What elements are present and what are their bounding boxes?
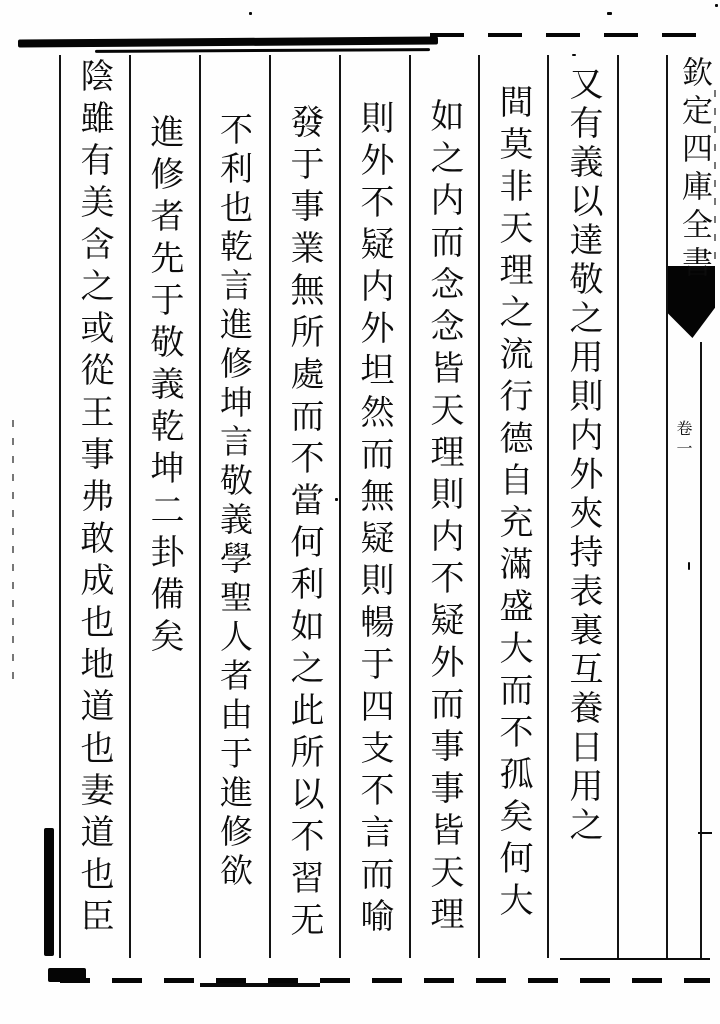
scan-speck [249, 12, 252, 15]
text-column: 陰雖有美含之或從王事弗敢成也地道也妻道也臣 [74, 58, 114, 940]
scan-speck [607, 12, 612, 15]
top-ink-smear-thin [95, 48, 430, 53]
scan-speck [572, 54, 576, 56]
bottom-edge-marks [60, 978, 710, 983]
column-rule [700, 342, 702, 958]
text-column: 進修者先于敬義乾坤二卦備矣 [144, 114, 184, 660]
column-rule [617, 55, 619, 958]
text-column: 又有義以達敬之用則内外夾持表裏互養日用之 [563, 66, 603, 846]
text-column: 間莫非天理之流行德自充滿盛大而不孤矣何大 [493, 84, 533, 924]
bottom-edge-bar [200, 983, 320, 987]
text-column: 不利也乾言進修坤言敬義學聖人者由于進修欲 [215, 112, 254, 892]
left-corner-blot [48, 968, 86, 982]
text-column: 則外不疑内外坦然而無疑則暢于四支不言而喻 [354, 100, 394, 940]
margin-tick [698, 832, 712, 834]
top-edge-dashes [430, 33, 720, 37]
scan-speck [688, 562, 690, 570]
header-title: 欽定四庫全書 [676, 56, 712, 284]
text-column: 如之内而念念皆天理則内不疑外而事事皆天理 [424, 98, 464, 938]
scan-speck [335, 498, 338, 501]
bottom-grid-line [560, 958, 710, 960]
scan-speck [715, 4, 718, 7]
left-edge-bar [44, 828, 54, 956]
left-edge-noise [12, 420, 14, 680]
top-ink-smear [18, 37, 438, 48]
volume-label: 卷一 [674, 420, 693, 460]
right-edge-noise [714, 90, 716, 270]
text-column: 發于事業無所處而不當何利如之此所以不習无 [284, 104, 324, 944]
